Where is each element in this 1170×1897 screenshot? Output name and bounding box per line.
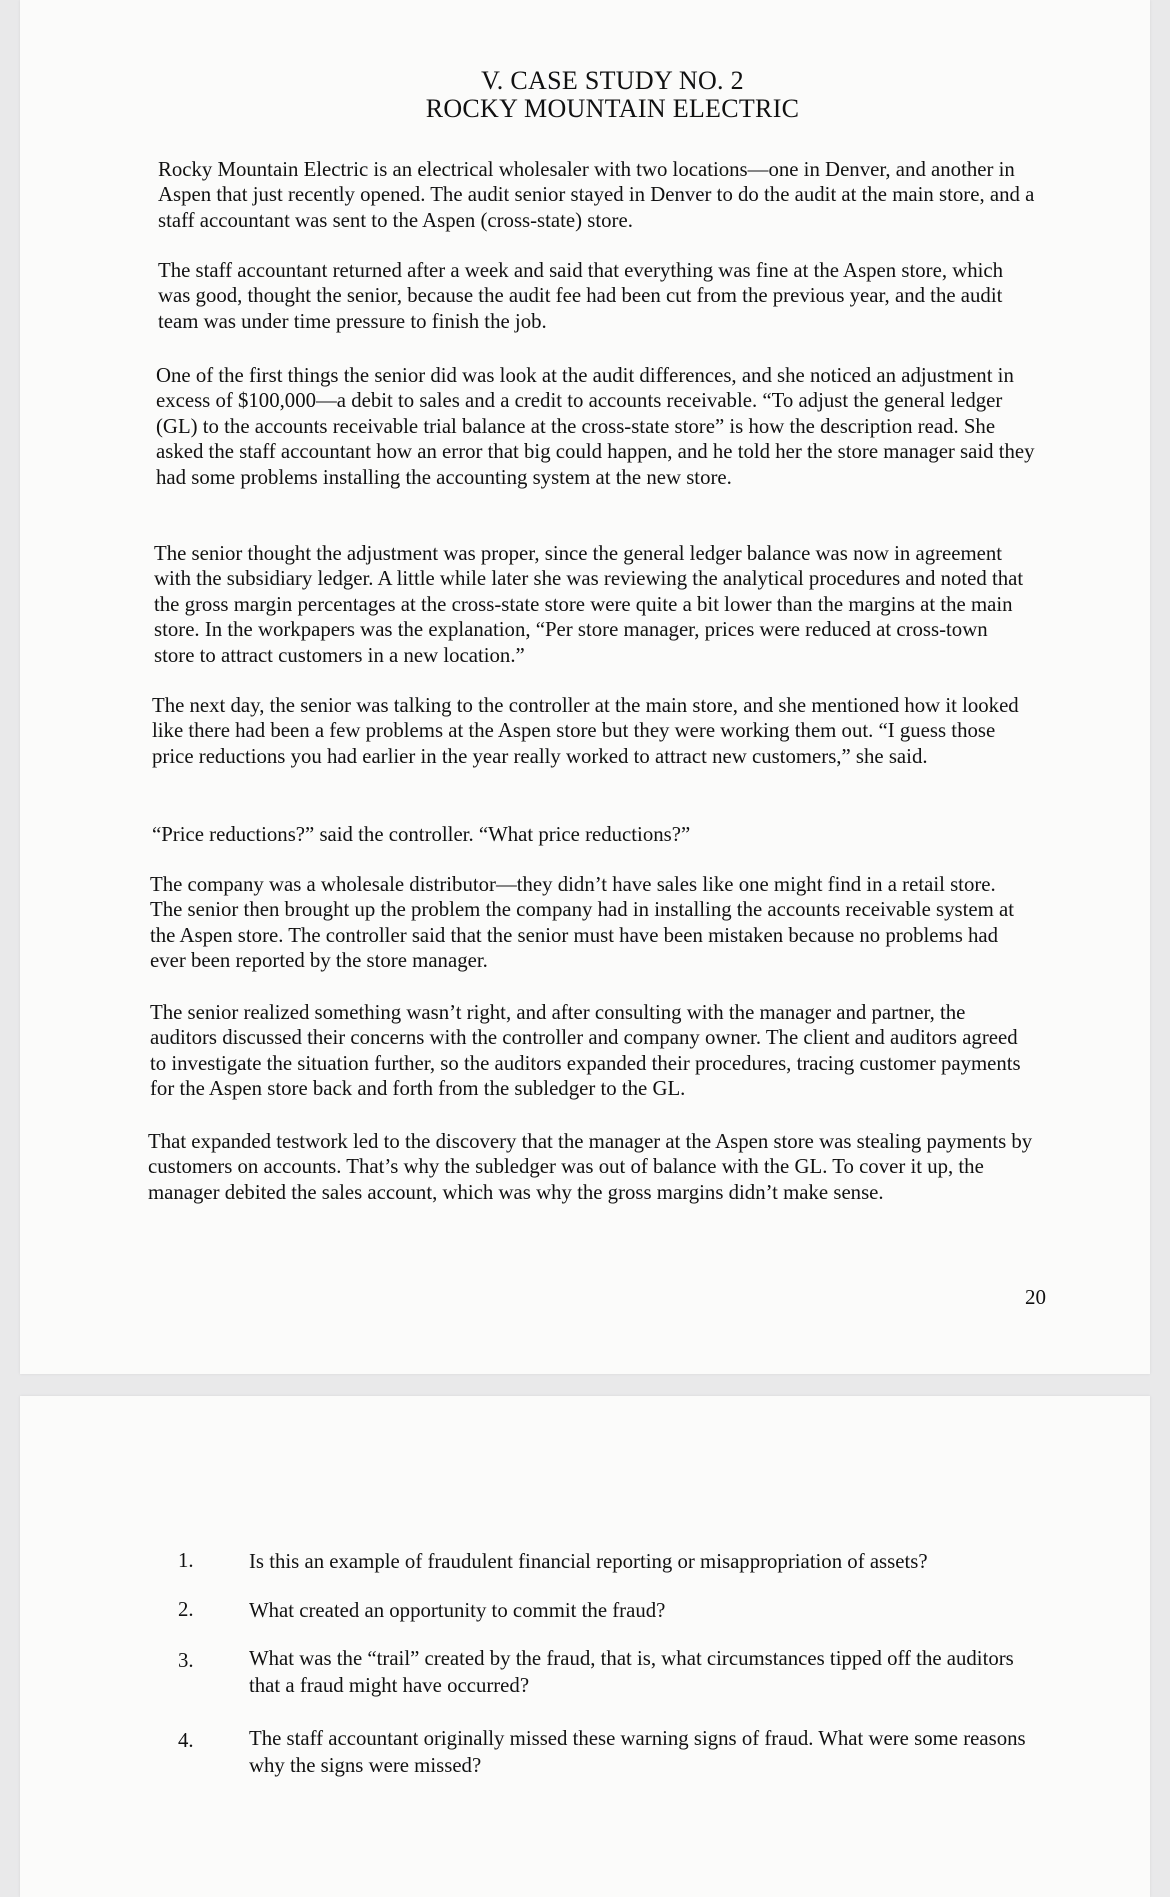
paragraph-4: The senior thought the adjustment was proper, since the general ledger balance was now in agreement with the subsidiary ledger. A little while later she was reviewing the analytical procedures and noted that the gross margin percentages at the cross-state store were quite a bit lower than the margins at the main store. In the workpapers was the explanation, “Per store manager, prices were reduced at cross-town store to attract customers in a new location.” (154, 542, 1024, 667)
case-title: ROCKY MOUNTAIN ELECTRIC (425, 94, 800, 123)
paragraph-5: The next day, the senior was talking to the controller at the main store, and she mentioned how it looked like there had been a few problems at the Aspen store but they were working them out. “I guess those price reductions you had earlier in the year really worked to attract new customers,” she said. (152, 694, 1019, 768)
question-number-2: 2. (178, 1598, 194, 1621)
question-number-4: 4. (178, 1729, 194, 1752)
question-text-3: What was the “trail” created by the fraud, that is, what circumstances tipped off the auditors that a fraud might have occurred? (249, 1647, 1014, 1697)
paragraph-7: The company was a wholesale distributor—they didn’t have sales like one might find in a retail store. The senior then brought up the problem the company had in installing the accounts receivable system at the Aspen store. The controller said that the senior must have been mistaken because no problems had ever been reported by the store manager. (150, 873, 1014, 973)
paragraph-3: One of the first things the senior did was look at the audit differences, and she noticed an adjustment in excess of $100,000—a debit to sales and a credit to accounts receivable. “To adjust the general ledger (GL) to the accounts receivable trial balance at the cross-state store” is how the description read. She asked the staff accountant how an error that big could happen, and he told her the store manager said they had some problems installing the accounting system at the new store. (156, 364, 1035, 489)
paragraph-9: That expanded testwork led to the discovery that the manager at the Aspen store was stealing payments by customers on accounts. That’s why the subledger was out of balance with the GL. To cover it up, the manager debited the sales account, which was why the gross margins didn’t make sense. (148, 1130, 1033, 1204)
question-number-3: 3. (178, 1649, 194, 1672)
section-title: V. CASE STUDY NO. 2 (481, 66, 744, 95)
document-page-2 (20, 1396, 1150, 1897)
paragraph-2: The staff accountant returned after a week and said that everything was fine at the Aspen store, which was good, thought the senior, because the audit fee had been cut from the previous year, and the audit team was under time pressure to finish the job. (158, 259, 1004, 333)
paragraph-6: “Price reductions?” said the controller. “What price reductions?” (152, 823, 691, 846)
paragraph-1: Rocky Mountain Electric is an electrical wholesaler with two locations—one in Denver, and another in Aspen that just recently opened. The audit senior stayed in Denver to do the audit at the main store, and a staff accountant was sent to the Aspen (cross-state) store. (158, 158, 1035, 232)
question-text-4: The staff accountant originally missed these warning signs of fraud. What were some reasons why the signs were missed? (249, 1727, 1026, 1777)
question-number-1: 1. (178, 1549, 194, 1572)
paragraph-8: The senior realized something wasn’t right, and after consulting with the manager and partner, the auditors discussed their concerns with the controller and company owner. The client and auditors agreed to investigate the situation further, so the auditors expanded their procedures, tracing customer payments for the Aspen store back and forth from the subledger to the GL. (150, 1001, 1021, 1101)
page-number: 20 (1025, 1285, 1046, 1309)
question-text-1: Is this an example of fraudulent financial reporting or misappropriation of assets? (249, 1550, 928, 1573)
document-page-1 (20, 0, 1150, 1374)
question-text-2: What created an opportunity to commit the fraud? (249, 1599, 666, 1622)
